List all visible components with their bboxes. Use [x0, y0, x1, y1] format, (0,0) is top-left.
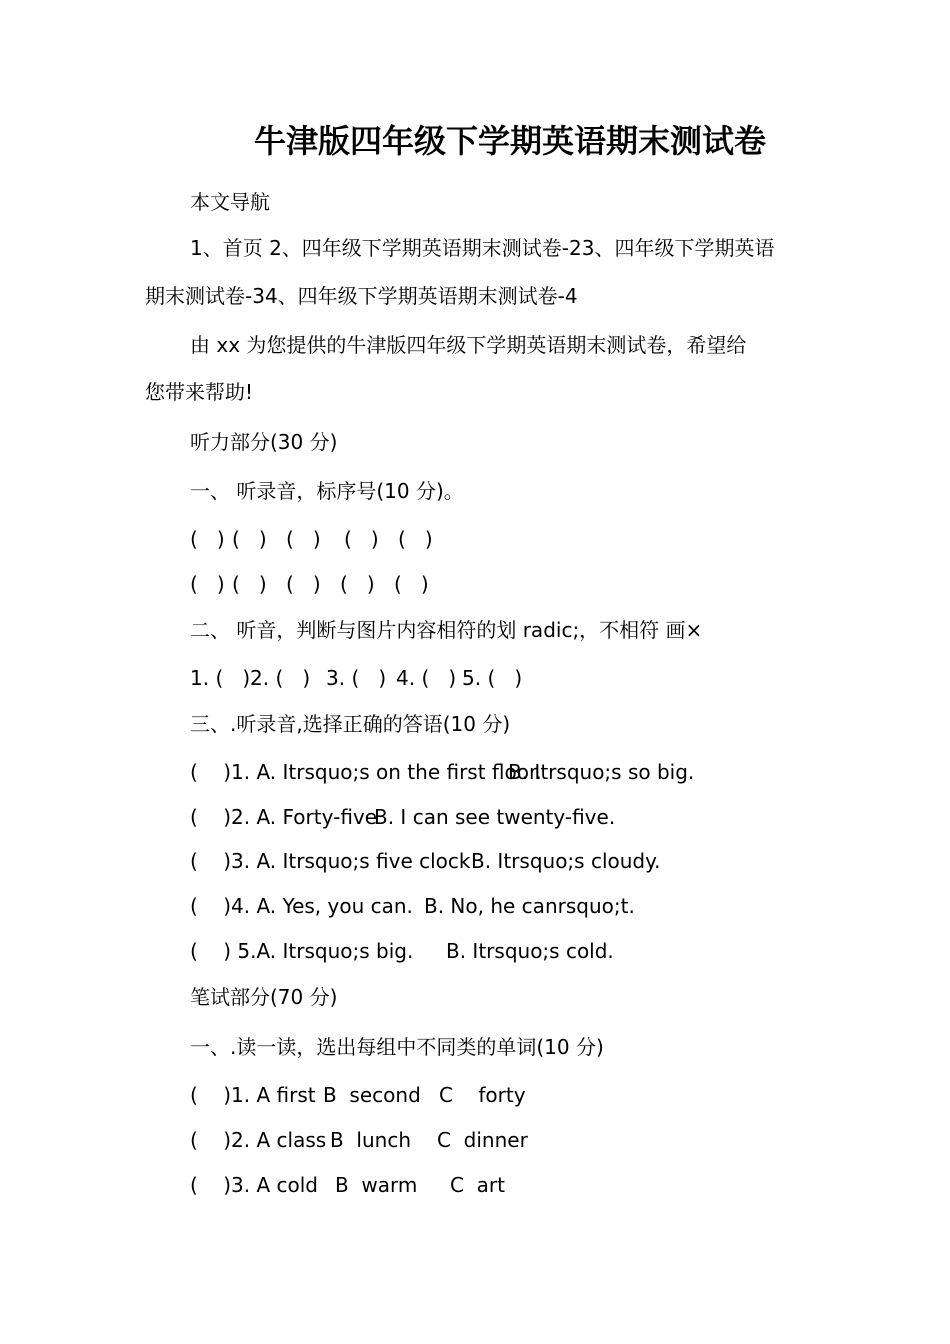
option-a: ( )3. A cold: [190, 1173, 318, 1197]
option-b: B warm: [335, 1173, 418, 1197]
section1-row-2: [190, 570, 890, 598]
section2-items: [190, 664, 890, 692]
answer-item: 5. ( ): [462, 666, 523, 690]
answer-blank: ( ): [190, 572, 225, 596]
question-option-b: B. Itrsquo;s so big.: [508, 760, 695, 784]
nav-links-line-1[interactable]: 1、首页 2、四年级下学期英语期末测试卷-23、四年级下学期英语: [190, 236, 775, 260]
document-title: 牛津版四年级下学期英语期末测试卷: [253, 122, 766, 160]
question-option-a: ( )2. A. Forty-five: [190, 805, 378, 829]
answer-item: 4. ( ): [396, 666, 457, 690]
question-option-b: B. No, he canrsquo;t.: [424, 894, 635, 918]
option-a: ( )1. A first: [190, 1083, 316, 1107]
option-b: B lunch: [330, 1128, 412, 1152]
section2-heading: 二、 听音，判断与图片内容相符的划 radic;，不相符 画×: [190, 618, 703, 642]
option-b: B second: [323, 1083, 421, 1107]
question-option-a: ( )1. A. Itrsquo;s on the first floor.: [190, 760, 542, 784]
section1-heading: 一、 听录音，标序号(10 分)。: [190, 479, 464, 503]
question-option-a: ( )4. A. Yes, you can.: [190, 894, 413, 918]
option-c: C dinner: [437, 1128, 528, 1152]
section3-question-4: [190, 892, 890, 920]
answer-item: 3. ( ): [326, 666, 387, 690]
nav-links-line-2[interactable]: 期末测试卷-34、四年级下学期英语期末测试卷-4: [145, 284, 578, 308]
question-option-a: ( ) 5.A. Itrsquo;s big.: [190, 939, 414, 963]
answer-blank: ( ): [394, 572, 429, 596]
answer-blank: ( ): [286, 527, 321, 551]
question-option-b: B. Itrsquo;s cold.: [446, 939, 614, 963]
listening-heading: 听力部分(30 分): [190, 430, 338, 454]
answer-item: 2. ( ): [250, 666, 311, 690]
answer-blank: ( ): [286, 572, 321, 596]
answer-blank: ( ): [232, 527, 267, 551]
section3-question-5: [190, 937, 890, 965]
intro-line-1: 由 xx 为您提供的牛津版四年级下学期英语期末测试卷，希望给: [190, 333, 747, 357]
intro-line-2: 您带来帮助!: [145, 380, 254, 404]
nav-heading: 本文导航: [190, 190, 270, 214]
written-question-3: [190, 1171, 890, 1199]
written-question-1: [190, 1081, 890, 1109]
option-c: C art: [450, 1173, 505, 1197]
section3-heading: 三、.听录音,选择正确的答语(10 分): [190, 712, 511, 736]
option-a: ( )2. A class: [190, 1128, 327, 1152]
written-section1-heading: 一、.读一读，选出每组中不同类的单词(10 分): [190, 1035, 604, 1059]
written-heading: 笔试部分(70 分): [190, 985, 338, 1009]
option-c: C forty: [439, 1083, 526, 1107]
answer-blank: ( ): [232, 572, 267, 596]
answer-blank: ( ): [398, 527, 433, 551]
section1-row-1: [190, 525, 890, 553]
section3-question-3: [190, 847, 890, 875]
question-option-a: ( )3. A. Itrsquo;s five clock: [190, 849, 471, 873]
question-option-b: B. Itrsquo;s cloudy.: [471, 849, 661, 873]
question-option-b: B. I can see twenty-five.: [374, 805, 616, 829]
written-question-2: [190, 1126, 890, 1154]
answer-blank: ( ): [190, 527, 225, 551]
section3-question-1: [190, 758, 890, 786]
section3-question-2: [190, 803, 890, 831]
answer-blank: ( ): [340, 572, 375, 596]
answer-blank: ( ): [344, 527, 379, 551]
answer-item: 1. ( ): [190, 666, 251, 690]
